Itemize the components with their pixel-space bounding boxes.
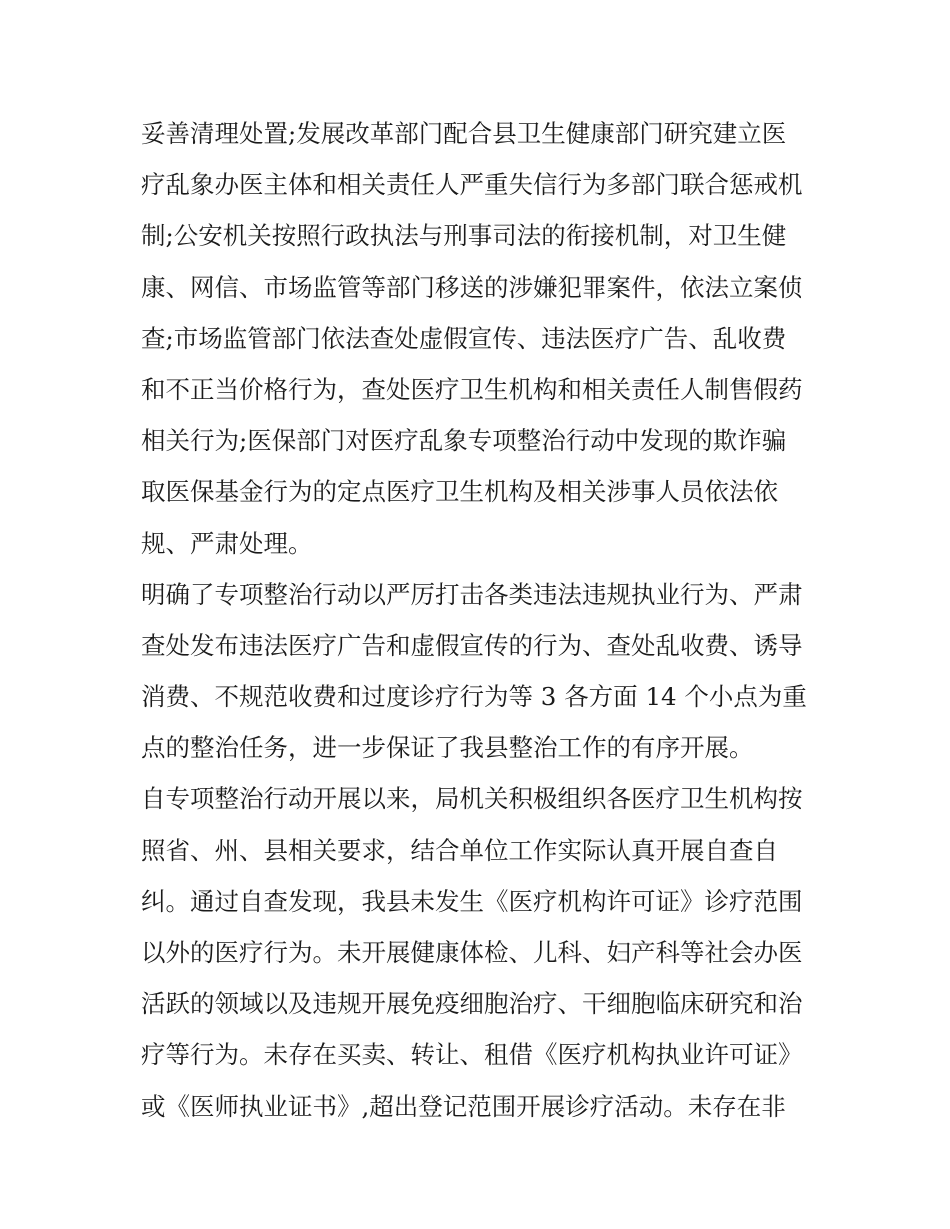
text-line: 规、严肃处理。 [141,528,313,558]
text-line: 疗等行为。未存在买卖、转让、租借《医疗机构执业许可证》 [141,1040,803,1070]
text-line: 或《医师执业证书》,超出登记范围开展诊疗活动。未存在非 [141,1091,786,1121]
text-line: 和不正当价格行为，查处医疗卫生机构和相关责任人制售假药 [141,374,803,404]
text-line: 照省、州、县相关要求，结合单位工作实际认真开展自查自 [141,835,778,865]
text-line: 消费、不规范收费和过度诊疗行为等 3 各方面 14 个小点为重 [141,682,807,712]
text-line: 妥善清理处置;发展改革部门配合县卫生健康部门研究建立医 [141,119,787,148]
text-line: 活跃的领域以及违规开展免疫细胞治疗、干细胞临床研究和治 [141,989,803,1019]
text-line: 以外的医疗行为。未开展健康体检、儿科、妇产科等社会办医 [141,938,803,967]
text-line: 明确了专项整治行动以严厉打击各类违法违规执业行为、严肃 [141,579,803,609]
text-line: 点的整治任务，进一步保证了我县整治工作的有序开展。 [141,733,754,763]
text-line: 纠。通过自查发现，我县未发生《医疗机构许可证》诊疗范围 [141,886,803,916]
text-line: 查;市场监管部门依法查处虚假宣传、违法医疗广告、乱收费 [141,323,787,353]
document-body [141,108,821,1132]
text-line: 取医保基金行为的定点医疗卫生机构及相关涉事人员依法依 [141,477,778,507]
paragraph [141,569,821,774]
paragraph [141,108,821,569]
text-line: 制;公安机关按照行政执法与刑事司法的衔接机制，对卫生健 [141,221,787,251]
text-line: 疗乱象办医主体和相关责任人严重失信行为多部门联合惩戒机 [141,170,803,200]
text-line: 康、网信、市场监管等部门移送的涉嫌犯罪案件，依法立案侦 [141,272,803,302]
text-line: 自专项整治行动开展以来，局机关积极组织各医疗卫生机构按 [141,784,803,814]
paragraph [141,773,821,1131]
text-line: 查处发布违法医疗广告和虚假宣传的行为、查处乱收费、诱导 [141,630,803,660]
text-line: 相关行为;医保部门对医疗乱象专项整治行动中发现的欺诈骗 [141,426,787,456]
